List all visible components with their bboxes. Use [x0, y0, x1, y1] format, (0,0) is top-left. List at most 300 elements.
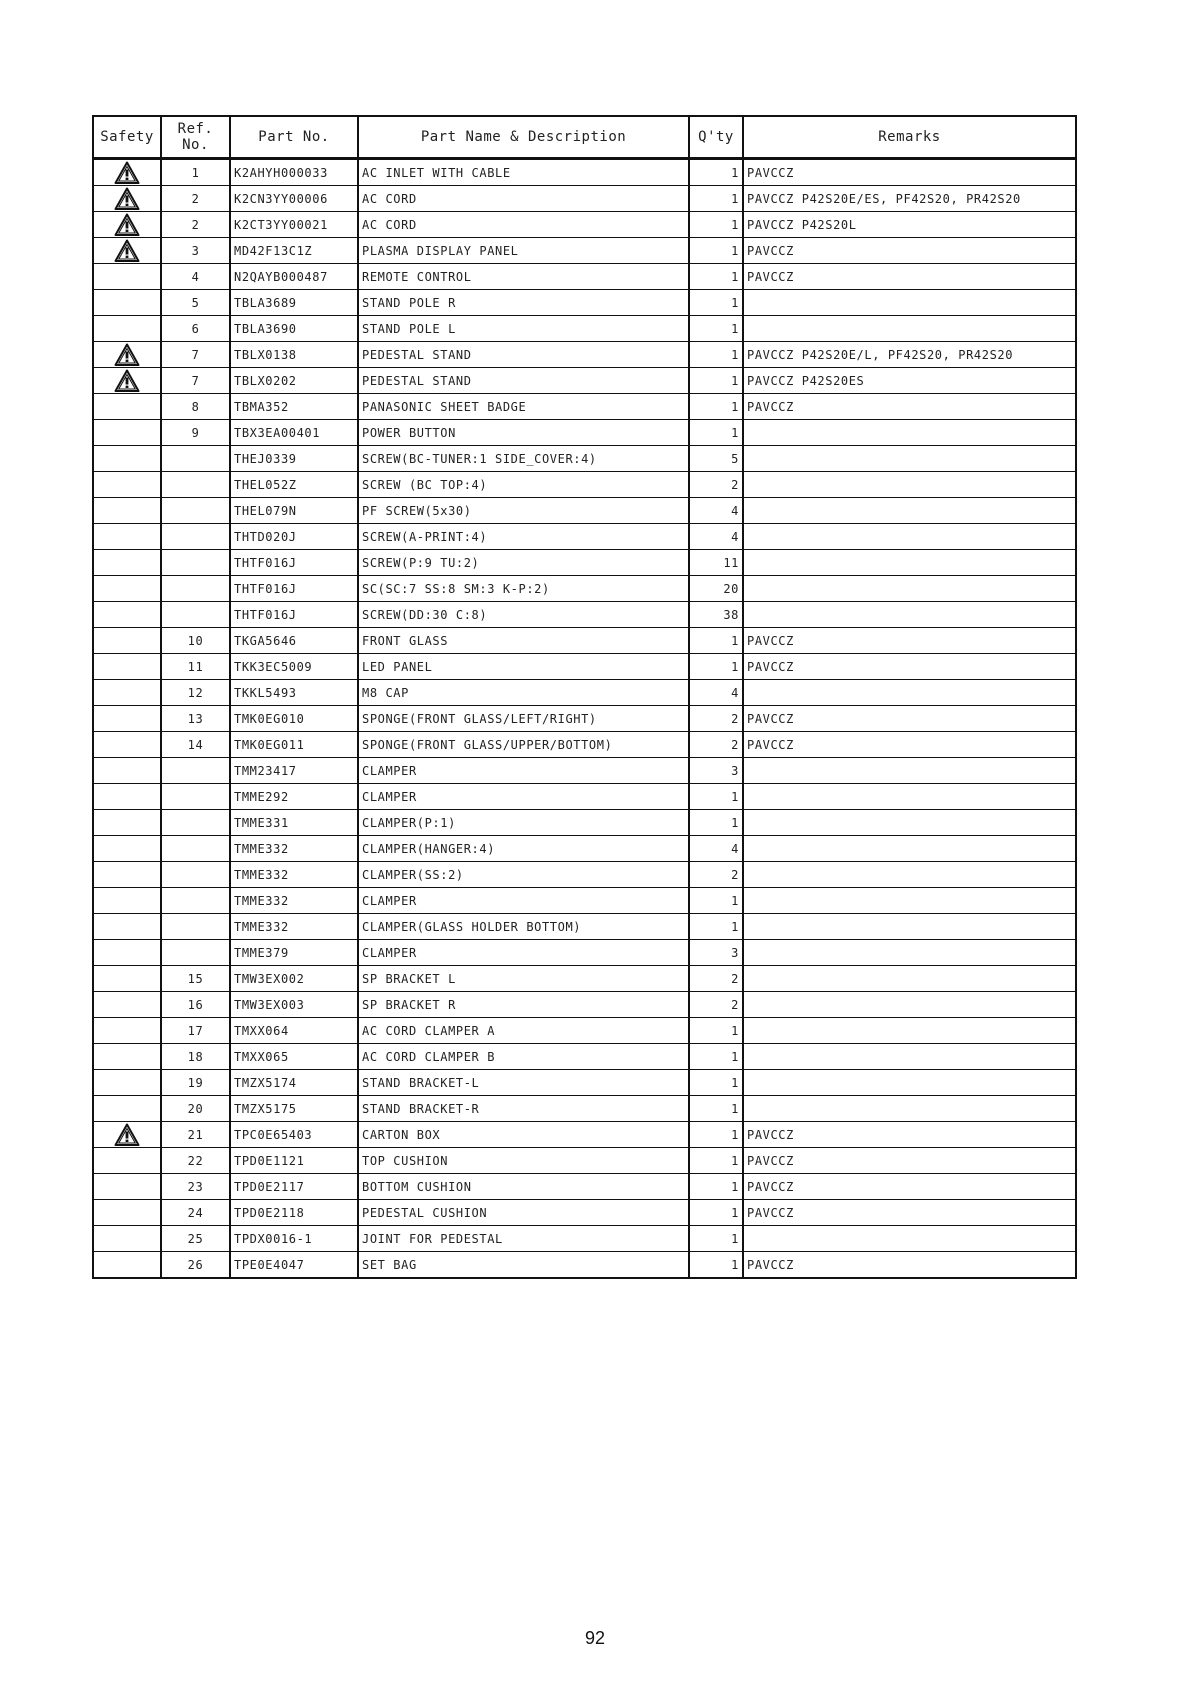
cell-description: SPONGE(FRONT GLASS/UPPER/BOTTOM)	[358, 732, 689, 758]
cell-description: CARTON BOX	[358, 1122, 689, 1148]
cell-remarks: PAVCCZ P42S20L	[743, 212, 1076, 238]
table-row	[93, 888, 1076, 914]
table-row	[93, 420, 1076, 446]
cell-qty: 1	[689, 394, 743, 420]
cell-part-no: TPE0E4047	[230, 1252, 358, 1279]
cell-qty: 1	[689, 159, 743, 186]
table-row	[93, 1226, 1076, 1252]
cell-remarks: PAVCCZ	[743, 1122, 1076, 1148]
cell-ref-no	[161, 914, 230, 940]
table-header-row	[93, 116, 1076, 159]
cell-description: PANASONIC SHEET BADGE	[358, 394, 689, 420]
cell-part-no: TMME379	[230, 940, 358, 966]
cell-ref-no	[161, 550, 230, 576]
cell-qty: 1	[689, 186, 743, 212]
cell-part-no: TBMA352	[230, 394, 358, 420]
cell-safety	[93, 264, 161, 290]
cell-description: AC CORD	[358, 186, 689, 212]
cell-ref-no: 24	[161, 1200, 230, 1226]
cell-ref-no: 17	[161, 1018, 230, 1044]
cell-part-no: TPD0E2118	[230, 1200, 358, 1226]
table-row	[93, 1018, 1076, 1044]
table-row	[93, 1200, 1076, 1226]
cell-ref-no: 22	[161, 1148, 230, 1174]
header-safety: Safety	[93, 116, 161, 159]
cell-qty: 1	[689, 1070, 743, 1096]
cell-ref-no: 2	[161, 212, 230, 238]
table-row	[93, 472, 1076, 498]
cell-safety	[93, 1252, 161, 1279]
cell-remarks	[743, 1226, 1076, 1252]
cell-description: JOINT FOR PEDESTAL	[358, 1226, 689, 1252]
cell-description: AC CORD CLAMPER A	[358, 1018, 689, 1044]
cell-remarks	[743, 966, 1076, 992]
cell-safety	[93, 498, 161, 524]
cell-part-no: TPC0E65403	[230, 1122, 358, 1148]
cell-description: CLAMPER	[358, 784, 689, 810]
cell-remarks	[743, 1096, 1076, 1122]
cell-safety	[93, 212, 161, 238]
cell-ref-no: 13	[161, 706, 230, 732]
page-number: 92	[584, 1628, 606, 1648]
table-body	[93, 159, 1076, 1279]
cell-ref-no	[161, 498, 230, 524]
header-part-no: Part No.	[230, 116, 358, 159]
table-row	[93, 862, 1076, 888]
cell-qty: 1	[689, 888, 743, 914]
cell-part-no: TMK0EG011	[230, 732, 358, 758]
cell-description: CLAMPER(HANGER:4)	[358, 836, 689, 862]
table-row	[93, 836, 1076, 862]
cell-description: SCREW(BC-TUNER:1 SIDE_COVER:4)	[358, 446, 689, 472]
cell-qty: 1	[689, 784, 743, 810]
cell-description: M8 CAP	[358, 680, 689, 706]
table-row	[93, 914, 1076, 940]
cell-qty: 2	[689, 732, 743, 758]
cell-part-no: TPD0E1121	[230, 1148, 358, 1174]
safety-warning-icon	[114, 343, 140, 367]
cell-part-no: TMME332	[230, 836, 358, 862]
cell-description: PEDESTAL STAND	[358, 342, 689, 368]
cell-safety	[93, 420, 161, 446]
cell-ref-no: 18	[161, 1044, 230, 1070]
cell-safety	[93, 290, 161, 316]
cell-part-no: THTF016J	[230, 576, 358, 602]
cell-safety	[93, 680, 161, 706]
cell-qty: 1	[689, 342, 743, 368]
cell-remarks	[743, 420, 1076, 446]
cell-safety	[93, 966, 161, 992]
cell-qty: 1	[689, 212, 743, 238]
cell-part-no: TMME332	[230, 914, 358, 940]
cell-qty: 11	[689, 550, 743, 576]
cell-ref-no	[161, 758, 230, 784]
cell-qty: 20	[689, 576, 743, 602]
table-row	[93, 1070, 1076, 1096]
cell-description: SCREW(DD:30 C:8)	[358, 602, 689, 628]
table-row	[93, 576, 1076, 602]
cell-ref-no: 9	[161, 420, 230, 446]
cell-ref-no: 7	[161, 368, 230, 394]
cell-description: POWER BUTTON	[358, 420, 689, 446]
cell-part-no: TMZX5174	[230, 1070, 358, 1096]
cell-description: REMOTE CONTROL	[358, 264, 689, 290]
cell-ref-no: 15	[161, 966, 230, 992]
cell-description: CLAMPER	[358, 888, 689, 914]
cell-remarks	[743, 836, 1076, 862]
cell-part-no: TMME332	[230, 888, 358, 914]
cell-remarks	[743, 498, 1076, 524]
cell-description: LED PANEL	[358, 654, 689, 680]
safety-warning-icon	[114, 161, 140, 185]
cell-ref-no: 10	[161, 628, 230, 654]
cell-ref-no: 7	[161, 342, 230, 368]
cell-ref-no: 1	[161, 159, 230, 186]
cell-part-no: TMZX5175	[230, 1096, 358, 1122]
cell-qty: 1	[689, 420, 743, 446]
cell-remarks	[743, 576, 1076, 602]
cell-description: BOTTOM CUSHION	[358, 1174, 689, 1200]
cell-remarks	[743, 914, 1076, 940]
cell-description: STAND BRACKET-L	[358, 1070, 689, 1096]
cell-remarks	[743, 316, 1076, 342]
cell-remarks	[743, 550, 1076, 576]
cell-ref-no	[161, 940, 230, 966]
table-row	[93, 394, 1076, 420]
cell-description: TOP CUSHION	[358, 1148, 689, 1174]
cell-description: PEDESTAL CUSHION	[358, 1200, 689, 1226]
table-row	[93, 368, 1076, 394]
table-row	[93, 1122, 1076, 1148]
cell-safety	[93, 810, 161, 836]
cell-ref-no: 5	[161, 290, 230, 316]
table-row	[93, 628, 1076, 654]
cell-part-no: TMXX065	[230, 1044, 358, 1070]
cell-ref-no: 19	[161, 1070, 230, 1096]
cell-remarks	[743, 1018, 1076, 1044]
cell-safety	[93, 940, 161, 966]
cell-description: SET BAG	[358, 1252, 689, 1279]
header-remarks: Remarks	[743, 116, 1076, 159]
cell-description: SC(SC:7 SS:8 SM:3 K-P:2)	[358, 576, 689, 602]
cell-part-no: N2QAYB000487	[230, 264, 358, 290]
cell-description: STAND BRACKET-R	[358, 1096, 689, 1122]
cell-qty: 1	[689, 290, 743, 316]
cell-safety	[93, 836, 161, 862]
cell-remarks: PAVCCZ	[743, 1148, 1076, 1174]
safety-warning-icon	[114, 369, 140, 393]
cell-part-no: TKKL5493	[230, 680, 358, 706]
cell-ref-no: 8	[161, 394, 230, 420]
cell-part-no: TPD0E2117	[230, 1174, 358, 1200]
cell-part-no: TMME332	[230, 862, 358, 888]
cell-ref-no: 23	[161, 1174, 230, 1200]
cell-safety	[93, 1018, 161, 1044]
cell-qty: 5	[689, 446, 743, 472]
cell-remarks	[743, 446, 1076, 472]
table-row	[93, 654, 1076, 680]
cell-safety	[93, 1226, 161, 1252]
cell-qty: 1	[689, 1096, 743, 1122]
cell-description: SCREW(A-PRINT:4)	[358, 524, 689, 550]
cell-ref-no	[161, 784, 230, 810]
cell-part-no: TBLA3689	[230, 290, 358, 316]
cell-part-no: THEL079N	[230, 498, 358, 524]
cell-qty: 1	[689, 654, 743, 680]
header-description: Part Name & Description	[358, 116, 689, 159]
cell-safety	[93, 732, 161, 758]
cell-qty: 1	[689, 1044, 743, 1070]
cell-description: CLAMPER(GLASS HOLDER BOTTOM)	[358, 914, 689, 940]
cell-safety	[93, 186, 161, 212]
cell-remarks	[743, 680, 1076, 706]
cell-remarks: PAVCCZ	[743, 159, 1076, 186]
cell-ref-no	[161, 446, 230, 472]
cell-part-no: TMW3EX002	[230, 966, 358, 992]
cell-qty: 2	[689, 992, 743, 1018]
cell-safety	[93, 368, 161, 394]
cell-safety	[93, 758, 161, 784]
cell-qty: 4	[689, 680, 743, 706]
cell-qty: 1	[689, 368, 743, 394]
cell-qty: 2	[689, 862, 743, 888]
cell-qty: 1	[689, 1174, 743, 1200]
cell-remarks: PAVCCZ	[743, 238, 1076, 264]
cell-remarks	[743, 758, 1076, 784]
cell-remarks	[743, 1044, 1076, 1070]
cell-description: AC CORD CLAMPER B	[358, 1044, 689, 1070]
table-row	[93, 524, 1076, 550]
cell-safety	[93, 524, 161, 550]
cell-ref-no: 3	[161, 238, 230, 264]
cell-qty: 4	[689, 524, 743, 550]
table-row	[93, 1044, 1076, 1070]
cell-safety	[93, 654, 161, 680]
cell-safety	[93, 1122, 161, 1148]
cell-part-no: K2CN3YY00006	[230, 186, 358, 212]
cell-description: SPONGE(FRONT GLASS/LEFT/RIGHT)	[358, 706, 689, 732]
cell-safety	[93, 1044, 161, 1070]
cell-remarks	[743, 862, 1076, 888]
cell-safety	[93, 1148, 161, 1174]
cell-remarks: PAVCCZ P42S20ES	[743, 368, 1076, 394]
cell-ref-no: 25	[161, 1226, 230, 1252]
cell-remarks	[743, 472, 1076, 498]
cell-safety	[93, 706, 161, 732]
cell-safety	[93, 472, 161, 498]
cell-qty: 38	[689, 602, 743, 628]
cell-remarks: PAVCCZ P42S20E/L, PF42S20, PR42S20	[743, 342, 1076, 368]
cell-description: CLAMPER	[358, 940, 689, 966]
cell-description: SP BRACKET R	[358, 992, 689, 1018]
cell-qty: 2	[689, 966, 743, 992]
table-row	[93, 212, 1076, 238]
table-row	[93, 784, 1076, 810]
table-row	[93, 446, 1076, 472]
cell-remarks: PAVCCZ	[743, 1174, 1076, 1200]
cell-qty: 1	[689, 1226, 743, 1252]
cell-ref-no: 2	[161, 186, 230, 212]
cell-ref-no: 6	[161, 316, 230, 342]
cell-description: AC INLET WITH CABLE	[358, 159, 689, 186]
cell-qty: 1	[689, 264, 743, 290]
cell-part-no: THTF016J	[230, 602, 358, 628]
table-row	[93, 732, 1076, 758]
cell-part-no: TBLA3690	[230, 316, 358, 342]
cell-safety	[93, 238, 161, 264]
table-row	[93, 1148, 1076, 1174]
cell-qty: 1	[689, 238, 743, 264]
cell-part-no: TBLX0138	[230, 342, 358, 368]
cell-qty: 1	[689, 1200, 743, 1226]
cell-part-no: K2AHYH000033	[230, 159, 358, 186]
cell-description: SP BRACKET L	[358, 966, 689, 992]
safety-warning-icon	[114, 187, 140, 211]
table-row	[93, 992, 1076, 1018]
table-row	[93, 602, 1076, 628]
table-row	[93, 550, 1076, 576]
cell-part-no: K2CT3YY00021	[230, 212, 358, 238]
table-row	[93, 758, 1076, 784]
cell-safety	[93, 784, 161, 810]
cell-ref-no: 16	[161, 992, 230, 1018]
cell-safety	[93, 446, 161, 472]
cell-part-no: THEL052Z	[230, 472, 358, 498]
cell-remarks	[743, 940, 1076, 966]
cell-safety	[93, 888, 161, 914]
cell-remarks: PAVCCZ	[743, 628, 1076, 654]
cell-part-no: TMW3EX003	[230, 992, 358, 1018]
cell-safety	[93, 1200, 161, 1226]
cell-qty: 2	[689, 706, 743, 732]
cell-description: CLAMPER(P:1)	[358, 810, 689, 836]
cell-part-no: TMXX064	[230, 1018, 358, 1044]
cell-description: CLAMPER	[358, 758, 689, 784]
cell-ref-no	[161, 810, 230, 836]
header-qty: Q'ty	[689, 116, 743, 159]
table-row	[93, 264, 1076, 290]
table-row	[93, 290, 1076, 316]
cell-safety	[93, 992, 161, 1018]
cell-qty: 1	[689, 628, 743, 654]
cell-description: FRONT GLASS	[358, 628, 689, 654]
table-row	[93, 966, 1076, 992]
cell-ref-no: 11	[161, 654, 230, 680]
cell-ref-no: 21	[161, 1122, 230, 1148]
cell-remarks: PAVCCZ	[743, 264, 1076, 290]
table-row	[93, 1096, 1076, 1122]
cell-safety	[93, 1096, 161, 1122]
cell-part-no: TKK3EC5009	[230, 654, 358, 680]
cell-qty: 1	[689, 1018, 743, 1044]
cell-remarks	[743, 290, 1076, 316]
cell-description: PEDESTAL STAND	[358, 368, 689, 394]
cell-description: SCREW(P:9 TU:2)	[358, 550, 689, 576]
cell-ref-no	[161, 862, 230, 888]
table-row	[93, 186, 1076, 212]
table-row	[93, 316, 1076, 342]
cell-safety	[93, 862, 161, 888]
table-row	[93, 498, 1076, 524]
cell-remarks	[743, 602, 1076, 628]
cell-part-no: MD42F13C1Z	[230, 238, 358, 264]
cell-ref-no	[161, 836, 230, 862]
cell-remarks: PAVCCZ	[743, 394, 1076, 420]
cell-ref-no	[161, 576, 230, 602]
cell-qty: 4	[689, 836, 743, 862]
table-row	[93, 680, 1076, 706]
cell-safety	[93, 914, 161, 940]
table-row	[93, 706, 1076, 732]
cell-safety	[93, 1070, 161, 1096]
table-row	[93, 810, 1076, 836]
cell-ref-no: 20	[161, 1096, 230, 1122]
table-row	[93, 342, 1076, 368]
cell-remarks	[743, 784, 1076, 810]
cell-safety	[93, 1174, 161, 1200]
safety-warning-icon	[114, 239, 140, 263]
cell-description: PLASMA DISPLAY PANEL	[358, 238, 689, 264]
cell-safety	[93, 602, 161, 628]
cell-part-no: TBX3EA00401	[230, 420, 358, 446]
cell-part-no: TPDX0016-1	[230, 1226, 358, 1252]
cell-ref-no	[161, 888, 230, 914]
table-row	[93, 1252, 1076, 1279]
cell-ref-no	[161, 524, 230, 550]
cell-qty: 3	[689, 940, 743, 966]
table-row	[93, 238, 1076, 264]
cell-part-no: TMM23417	[230, 758, 358, 784]
cell-ref-no: 14	[161, 732, 230, 758]
cell-qty: 1	[689, 1252, 743, 1279]
cell-safety	[93, 342, 161, 368]
table-row	[93, 940, 1076, 966]
cell-remarks	[743, 810, 1076, 836]
cell-safety	[93, 159, 161, 186]
cell-remarks	[743, 524, 1076, 550]
cell-part-no: TMME292	[230, 784, 358, 810]
cell-qty: 1	[689, 316, 743, 342]
cell-ref-no	[161, 602, 230, 628]
header-ref-no: Ref. No.	[161, 116, 230, 159]
cell-qty: 1	[689, 1122, 743, 1148]
cell-safety	[93, 316, 161, 342]
table-row	[93, 159, 1076, 186]
cell-qty: 1	[689, 810, 743, 836]
cell-qty: 3	[689, 758, 743, 784]
cell-safety	[93, 576, 161, 602]
cell-ref-no: 12	[161, 680, 230, 706]
cell-remarks	[743, 992, 1076, 1018]
cell-part-no: TMME331	[230, 810, 358, 836]
cell-qty: 4	[689, 498, 743, 524]
cell-description: PF SCREW(5x30)	[358, 498, 689, 524]
cell-part-no: THTD020J	[230, 524, 358, 550]
cell-qty: 1	[689, 914, 743, 940]
safety-warning-icon	[114, 213, 140, 237]
safety-warning-icon	[114, 1123, 140, 1147]
cell-part-no: TKGA5646	[230, 628, 358, 654]
cell-description: STAND POLE L	[358, 316, 689, 342]
cell-description: SCREW (BC TOP:4)	[358, 472, 689, 498]
cell-qty: 1	[689, 1148, 743, 1174]
cell-part-no: THTF016J	[230, 550, 358, 576]
cell-safety	[93, 628, 161, 654]
cell-remarks	[743, 1070, 1076, 1096]
cell-remarks: PAVCCZ	[743, 732, 1076, 758]
cell-safety	[93, 394, 161, 420]
parts-list-table	[92, 115, 1077, 1279]
